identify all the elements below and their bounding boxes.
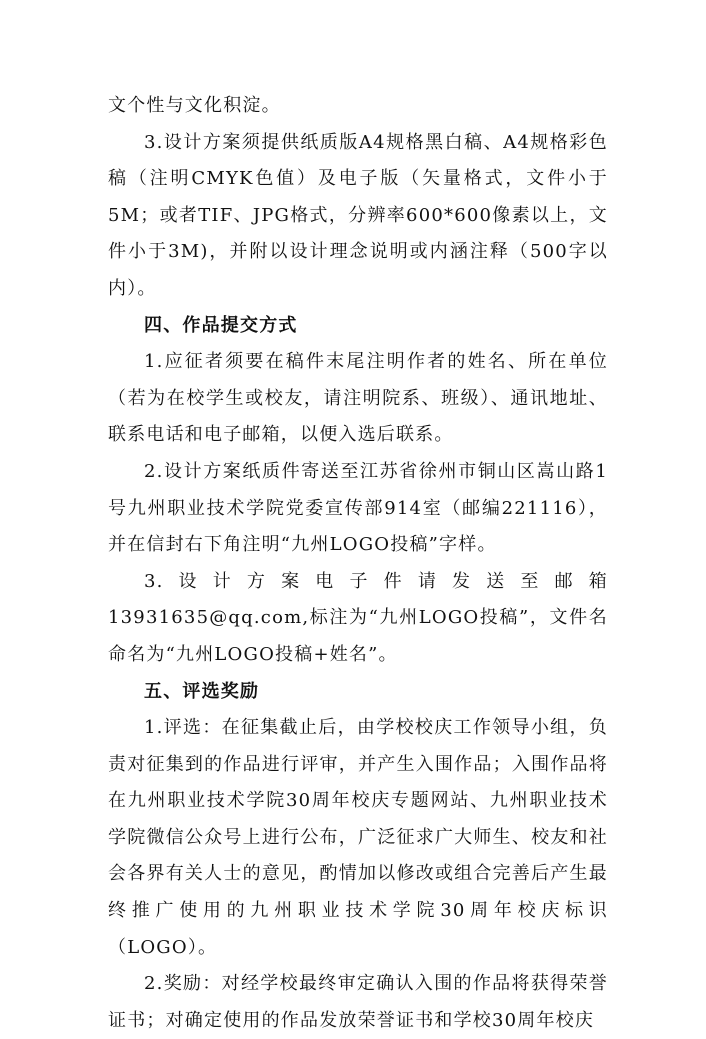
paragraph-author-info: 1.应征者须要在稿件末尾注明作者的姓名、所在单位（若为在校学生或校友，请注明院系、班级）、通讯地址、联系电话和电子邮箱，以便入选后联系。 bbox=[108, 351, 608, 446]
paragraph-paper-mailing: 2.设计方案纸质件寄送至江苏省徐州市铜山区嵩山路1号九州职业技术学院党委宣传部914室（邮编221116），并在信封右下角注明“九州LOGO投稿”字样。 bbox=[108, 460, 608, 556]
document-body bbox=[108, 88, 608, 1039]
paragraph-electronic-submission: 3.设计方案电子件请发送至邮箱13931635@qq.com,标注为“九州LOGO投稿”，文件名命名为“九州LOGO投稿+姓名”。 bbox=[108, 570, 608, 665]
paragraph-rewards: 2.奖励：对经学校最终审定确认入围的作品将获得荣誉证书；对确定使用的作品发放荣誉证书和学校30周年校庆 bbox=[108, 973, 608, 1031]
paragraph-continuation: 文个性与文化积淀。 bbox=[108, 95, 281, 116]
section-heading-awards: 五、评选奖励 bbox=[144, 680, 260, 702]
paragraph-selection: 1.评选：在征集截止后，由学校校庆工作领导小组，负责对征集到的作品进行评审，并产生入围作品；入围作品将在九州职业技术学院30周年校庆专题网站、九州职业技术学院微信公众号上进行公布，广泛征求广大师生、校友和社会各界有关人士的意见，酌情加以修改或组合完善后产生最终推广使用的九州职业技术学院30周年校庆标识（LOGO）。 bbox=[108, 717, 608, 958]
section-heading-submission: 四、作品提交方式 bbox=[144, 314, 298, 336]
paragraph-design-format: 3.设计方案须提供纸质版A4规格黑白稿、A4规格彩色稿（注明CMYK色值）及电子版（矢量格式，文件小于5M；或者TIF、JPG格式，分辨率600*600像素以上，文件小于3M)，并附以设计理念说明或内涵注释（500字以内）。 bbox=[108, 131, 608, 299]
